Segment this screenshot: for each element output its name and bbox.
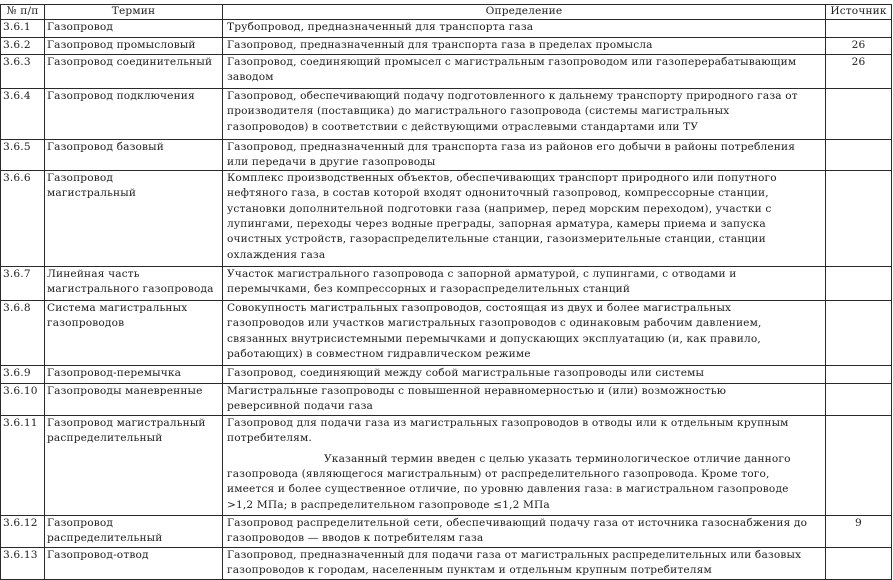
row-term: Газопровод соединительный (47, 56, 213, 68)
row-divider (0, 515, 892, 516)
row-definition: Указанный термин введен с целью указать терминологическое отличие данного (324, 452, 791, 465)
row-definition: газопроводов или участков магистральных газопроводов с одинаковым рабочим давлением, (227, 317, 762, 330)
row-definition: производителя (поставщика) до магистрального газопровода (системы магистральных (227, 105, 730, 118)
row-definition: связанных внутрисистемными перемычками и допускающих эксплуатацию (и, как правило, (227, 332, 761, 345)
row-term: Линейная часть (47, 268, 140, 280)
row-definition: охлаждения газа (227, 248, 326, 261)
row-term: Газопровод магистральный (47, 417, 206, 429)
row-number: 3.6.6 (3, 172, 31, 184)
row-definition: Трубопровод, предназначенный для транспорта газа (227, 21, 534, 33)
row-number: 3.6.13 (3, 549, 38, 561)
row-definition: Участок магистрального газопровода с запорной арматурой, с лупингами, с отводами и (227, 268, 737, 280)
row-definition: Газопровод распределительной сети, обеспечивающий подачу газа от источника газоснабжения до (227, 517, 808, 529)
row-definition: или передачи в другие газопроводы (227, 156, 436, 169)
row-definition: имеется и более существенное отличие, по уровню давления газа: в магистральном газопроводе (227, 483, 789, 496)
row-divider (0, 300, 892, 301)
row-definition: газопроводов) в соответствии с действующими отраслевыми стандартами или ТУ (227, 120, 699, 133)
row-term: Газопроводы маневренные (47, 385, 203, 397)
row-source: 26 (851, 39, 866, 51)
row-term: распределительный (47, 432, 163, 445)
col-border-left (0, 4, 1, 579)
row-definition: >1,2 МПа; в распределительном газопроводе ≤1,2 МПа (227, 498, 550, 511)
row-definition: Газопровод, предназначенный для транспорта газа из районов его добычи в районы потребления (227, 141, 796, 153)
row-definition: Газопровод, обеспечивающий подачу подготовленного к дальнему транспорту природного газа от (227, 90, 798, 102)
row-definition: нефтяного газа, в состав которой входят однониточный газопровод, компрессорные станции, (227, 187, 769, 200)
row-term: Система магистральных (47, 302, 188, 314)
header-definition: Определение (485, 5, 563, 17)
row-term: Газопровод подключения (47, 90, 195, 102)
row-divider (0, 88, 892, 89)
row-divider (0, 54, 892, 55)
row-term: распределительный (47, 532, 163, 545)
row-term: Газопровод (47, 517, 114, 529)
row-definition: Совокупность магистральных газопроводов, состоящая из двух и более магистральных (227, 302, 732, 314)
row-definition: газопроводов к городам, населенным пунктам и отдельным крупным потребителям (227, 564, 712, 577)
col-divider-num (44, 4, 45, 579)
col-border-right (891, 4, 892, 579)
row-number: 3.6.9 (3, 367, 31, 379)
header-source: Источник (830, 5, 887, 17)
row-term: газопроводов (47, 317, 125, 330)
row-number: 3.6.11 (3, 417, 38, 429)
row-definition: Магистральные газопроводы с повышенной неравномерностью и (или) возможностью (227, 385, 727, 397)
row-term: Газопровод (47, 21, 114, 33)
row-number: 3.6.4 (3, 90, 31, 102)
row-term: Газопровод базовый (47, 141, 164, 153)
row-divider (0, 547, 892, 548)
row-definition: Комплекс производственных объектов, обеспечивающих транспорт природного или попутного (227, 172, 777, 184)
row-source: 9 (855, 517, 862, 529)
col-divider-term (222, 4, 223, 579)
row-definition: лупингами, переходы через водные преграды, запорная арматура, камеры приема и запуска (227, 217, 766, 230)
row-definition: газопроводов — вводов к потребителям газа (227, 532, 484, 545)
header-num: № п/п (6, 5, 39, 17)
row-definition: потребителям. (227, 432, 312, 445)
row-definition: Газопровод для подачи газа из магистральных газопроводов в отводы или к отдельным крупным (227, 417, 789, 429)
row-number: 3.6.10 (3, 385, 38, 397)
row-term: магистральный (47, 187, 137, 200)
row-definition: Газопровод, соединяющий между собой магистральные газопроводы или системы (227, 367, 705, 379)
col-divider-definition (825, 4, 826, 579)
row-divider (0, 170, 892, 171)
row-definition: установки дополнительной подготовки газа (например, перед морским переходом), участки с (227, 202, 772, 215)
row-term: магистрального газопровода (47, 283, 214, 296)
row-term: Газопровод промысловый (47, 39, 196, 51)
row-number: 3.6.12 (3, 517, 38, 529)
row-definition: Газопровод, предназначенный для подачи газа от магистральных распределительных или базовых (227, 549, 802, 561)
row-definition: реверсивной подачи газа (227, 400, 374, 413)
row-term: Газопровод-отвод (47, 549, 149, 561)
row-number: 3.6.1 (3, 21, 31, 33)
row-definition: Газопровод, предназначенный для транспорта газа в пределах промысла (227, 39, 653, 51)
row-number: 3.6.7 (3, 268, 31, 280)
row-definition: заводом (227, 71, 274, 84)
row-divider (0, 365, 892, 366)
row-term: Газопровод (47, 172, 114, 184)
row-divider (0, 383, 892, 384)
row-term: Газопровод-перемычка (47, 367, 182, 379)
row-source: 26 (851, 56, 866, 68)
row-definition: перемычками, без компрессорных и газораспределительных станций (227, 283, 631, 296)
row-definition: очистных устройств, газораспределительные станции, газоизмерительные станции, станции (227, 233, 766, 246)
row-divider (0, 37, 892, 38)
row-divider (0, 139, 892, 140)
row-number: 3.6.2 (3, 39, 31, 51)
row-definition: работающих) в совместном гидравлическом режиме (227, 347, 531, 360)
row-number: 3.6.3 (3, 56, 31, 68)
row-divider (0, 266, 892, 267)
row-number: 3.6.8 (3, 302, 31, 314)
row-divider (0, 415, 892, 416)
row-definition: газопровода (являющегося магистральным) от распределительного газопровода. Кроме того, (227, 467, 770, 480)
row-definition: Газопровод, соединяющий промысел с магистральным газопроводом или газоперерабатывающим (227, 56, 797, 68)
header-term: Термин (111, 5, 156, 17)
row-number: 3.6.5 (3, 141, 31, 153)
